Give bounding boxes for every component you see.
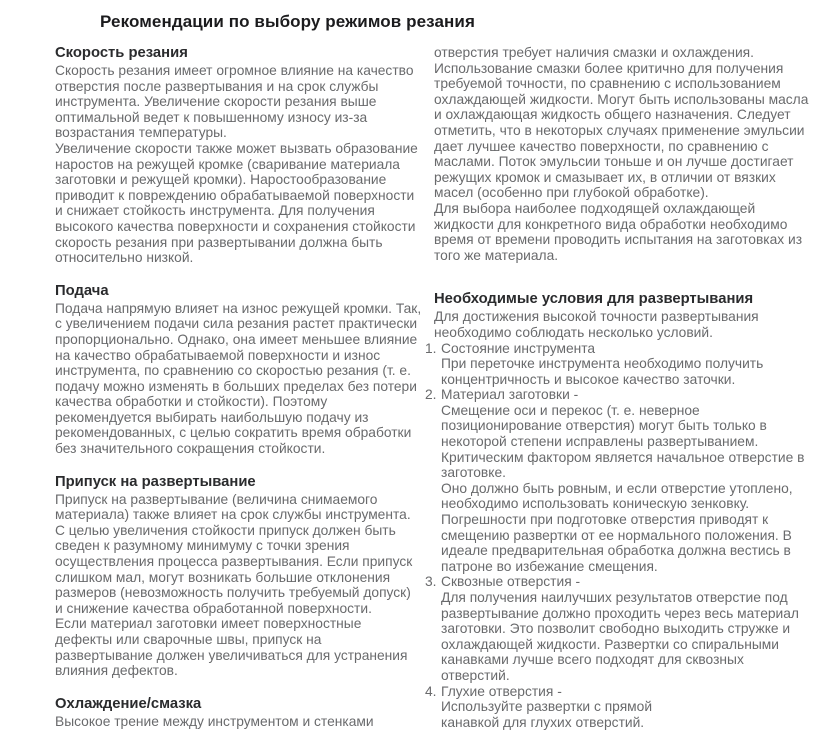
list-item-body xyxy=(441,341,815,388)
paragraph: Используйте развертки с прямой xyxy=(441,699,653,715)
list-item-number: 4. xyxy=(425,683,437,699)
conditions-list xyxy=(425,341,815,731)
paragraph: Оно должно быть ровным, и если отверстие утоплено, необходимо использовать коническую зенковку. Погрешности при подготовке отверстия приводят к смещению развертки от ее нормального положения. В идеале предварительная обработка должна вестись в патроне во избежание смещения. xyxy=(441,480,793,574)
list-item-number: 1. xyxy=(425,340,437,356)
list-item-number: 2. xyxy=(425,387,437,403)
paragraph: При переточке инструмента необходимо получить концентричность и высокое качество заточки. xyxy=(441,356,764,387)
paragraph: Подача напрямую влияет на износ режущей кромки. Так, с увеличением подачи сила резания растет практически пропорционально. Однако, она имеет меньшее влияние на качество обрабатываемой поверхности и износ инструмента, по сравнению со скоростью резания (т. е. подачу можно изменять в больших пределах без потери качества обработки и стойкости). Поэтому рекомендуется выбирать наибольшую подачу из рекомендованных, с целью сократить время обработки без значительного сокращения стойкости. xyxy=(55,300,422,457)
two-column-layout xyxy=(0,45,815,730)
list-item-title: Сквозные отверстия - xyxy=(441,574,581,590)
section-heading-cooling-lubrication: Охлаждение/смазка xyxy=(55,695,202,712)
section-feed xyxy=(55,283,422,457)
list-item xyxy=(425,684,815,731)
paragraph: Смещение оси и перекос (т. е. неверное позиционирование отверстия) могут быть только в некоторой степени исправлены развертыванием. Критическим фактором является начальное отверстие в заготовке. xyxy=(441,402,805,481)
section-reaming-allowance xyxy=(55,474,422,679)
right-column xyxy=(425,45,815,730)
section-cooling-lubrication xyxy=(55,696,422,730)
list-item-title: Глухие отверстия - xyxy=(441,683,562,699)
list-item-title: Состояние инструмента xyxy=(441,340,596,356)
paragraph: Припуск на развертывание (величина снимаемого материала) также влияет на срок службы инструмента. С целью увеличения стойкости припуск должен быть сведен к разумному минимуму с точки зрения осуществления процесса развертывания. Если припуск слишком мал, могут возникать большие отклонения размеров (невозможность получить требуемый допуск) и снижение качества обработанной поверхности. xyxy=(55,491,413,616)
section-heading-cutting-speed: Скорость резания xyxy=(55,45,188,61)
paragraph: канавкой для глухих отверстий. xyxy=(441,714,645,730)
list-item-body xyxy=(441,387,815,574)
left-column xyxy=(55,45,422,730)
list-item xyxy=(425,574,815,683)
list-item-body xyxy=(441,684,815,731)
list-item xyxy=(425,387,815,574)
paragraph: Скорость резания имеет огромное влияние на качество отверстия после развертывания и на срок службы инструмента. Увеличение скорости резания выше оптимальной ведет к повышенному износу из-за возрастания температуры. xyxy=(55,63,414,141)
list-item-title: Материал заготовки - xyxy=(441,387,579,403)
page-title: Рекомендации по выбору режимов резания xyxy=(100,12,475,31)
paragraph: Высокое трение между инструментом и стенками xyxy=(55,713,374,729)
paragraph: Для получения наилучших результатов отверстие под развертывание должно проходить через весь материал заготовки. Это позволит свободно выходить стружке и охлаждающей жидкости. Развертки со спиральными канавками лучше всего подходят для сквозных отверстий. xyxy=(441,590,799,683)
section-heading-reaming-allowance: Припуск на развертывание xyxy=(55,473,256,490)
paragraph: Увеличение скорости также может вызвать образование наростов на режущей кромке (сваривание материала заготовки и режущей кромки). Наростообразование приводит к повреждению обрабатываемой поверхности и снижает стойкость инструмента. Для получения высокого качества поверхности и сохранения стойкости скорость резания при развертывании должна быть относительно низкой. xyxy=(55,140,418,266)
list-item-number: 3. xyxy=(425,574,437,590)
list-item xyxy=(425,341,815,388)
paragraph: Для достижения высокой точности развертывания необходимо соблюдать несколько условий. xyxy=(434,309,759,340)
section-heading-feed: Подача xyxy=(55,282,109,299)
paragraph: Для выбора наиболее подходящей охлаждающей жидкости для конкретного вида обработки необходимо время от времени проводить испытания на заготовках из того же материала. xyxy=(434,200,803,263)
list-item-body xyxy=(441,574,815,683)
paragraph: отверстия требует наличия смазки и охлаждения. Использование смазки более критично для получения требуемой точности, по сравнению с использованием охлаждающей жидкости. Могут быть использованы масла и охлаждающая жидкость общего назначения. Следует отметить, что в некоторых случаях применение эмульсии дает лучшее качество поверхности, по сравнению с маслами. Поток эмульсии тоньше и он лучше достигает режущих кромок и смазывает их, в отличии от вязких масел (особенно при глубокой обработке). xyxy=(434,45,809,201)
paragraph: Если материал заготовки имеет поверхностные дефекты или сварочные швы, припуск на развертывание должен увеличиваться для устранения влияния дефектов. xyxy=(55,616,408,679)
section-heading-reaming-conditions: Необходимые условия для развертывания xyxy=(434,291,754,308)
section-cutting-speed xyxy=(55,45,422,266)
